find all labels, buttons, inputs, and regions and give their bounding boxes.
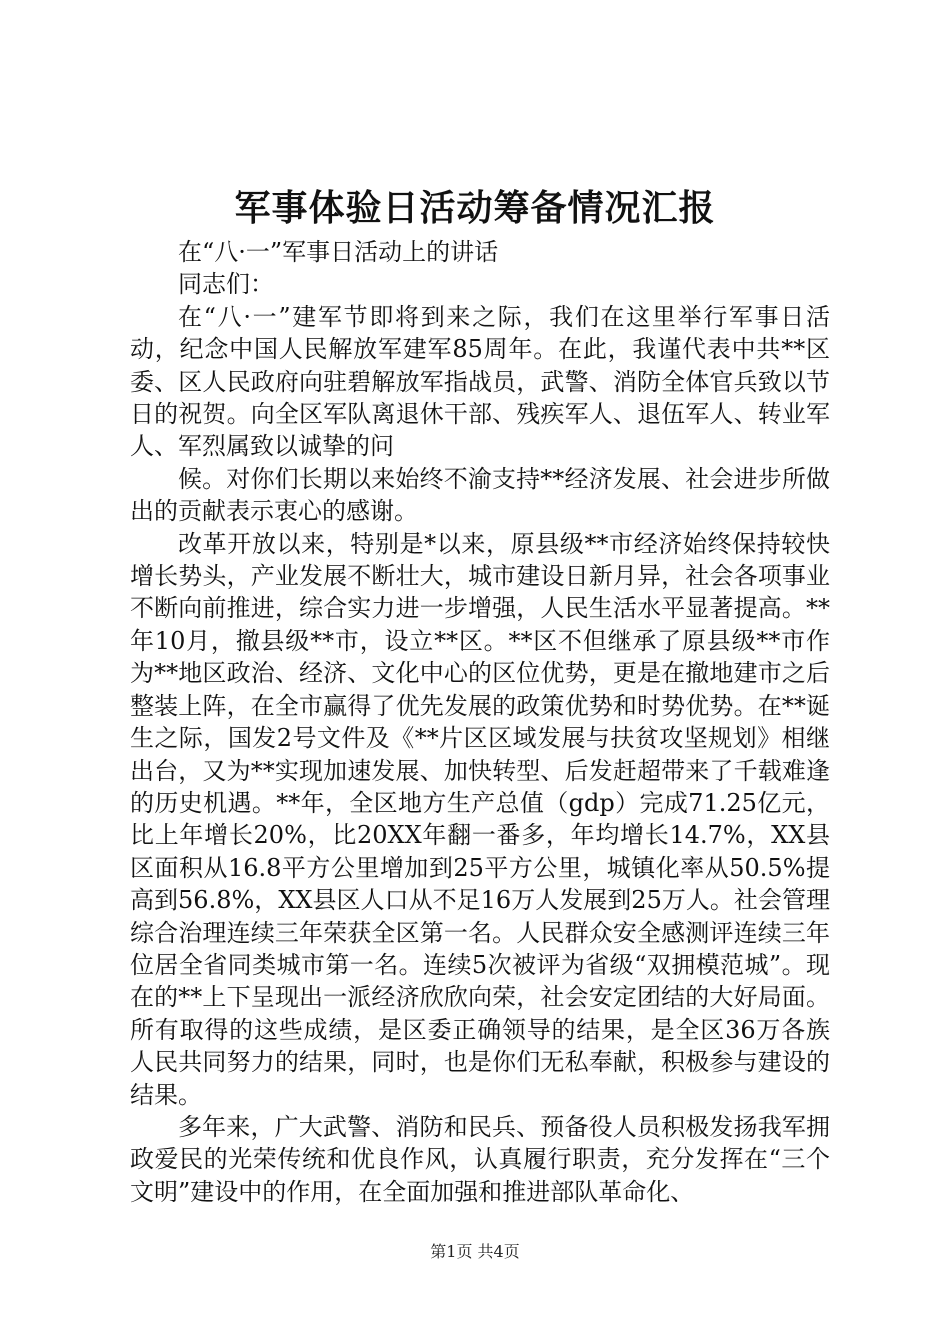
body-paragraph: 候。对你们长期以来始终不渝支持**经济发展、社会进步所做出的贡献表示衷心的感谢。 bbox=[130, 464, 830, 526]
page-number-footer: 第1页 共4页 bbox=[430, 1242, 520, 1261]
document-title: 军事体验日活动筹备情况汇报 bbox=[234, 187, 716, 229]
body-paragraph: 多年来，广大武警、消防和民兵、预备役人员积极发扬我军拥政爱民的光荣传统和优良作风，认真履行职责，充分发挥在“三个文明”建设中的作用，在全面加强和推进部队革命化、 bbox=[130, 1112, 830, 1206]
document-body bbox=[130, 236, 830, 1208]
speech-subtitle: 在“八·一”军事日活动上的讲话 bbox=[178, 238, 499, 266]
body-paragraph: 改革开放以来，特别是*以来，原县级**市经济始终保持较快增长势头，产业发展不断壮大，城市建设日新月异，社会各项事业不断向前推进，综合实力进一步增强，人民生活水平显著提高。**年10月，撤县级**市，设立**区。**区不但继承了原县级**市作为**地区政治、经济、文化中心的区位优势，更是在撤地建市之后整装上阵，在全市赢得了优先发展的政策优势和时势优势。在**诞生之际，国发2号文件及《**片区区域发展与扶贫攻坚规划》相继出台，又为**实现加速发展、加快转型、后发赶超带来了千载难逢的历史机遇。**年，全区地方生产总值（gdp）完成71.25亿元，比上年增长20%，比20XX年翻一番多，年均增长14.7%，XX县区面积从16.8平方公里增加到25平方公里，城镇化率从50.5%提高到56.8%，XX县区人口从不足16万人发展到25万人。社会管理综合治理连续三年荣获全区第一名。人民群众安全感测评连续三年位居全省同类城市第一名。连续5次被评为省级“双拥模范城”。现在的**上下呈现出一派经济欣欣向荣，社会安定团结的大好局面。所有取得的这些成绩，是区委正确领导的结果，是全区36万各族人民共同努力的结果，同时，也是你们无私奉献，积极参与建设的结果。 bbox=[130, 529, 830, 1109]
body-paragraph: 在“八·一”建军节即将到来之际，我们在这里举行军事日活动，纪念中国人民解放军建军85周年。在此，我谨代表中共**区委、区人民政府向驻碧解放军指战员，武警、消防全体官兵致以节日的祝贺。向全区军队离退休干部、残疾军人、退伍军人、转业军人、军烈属致以诚挚的问 bbox=[130, 302, 830, 461]
salutation: 同志们： bbox=[178, 270, 274, 299]
